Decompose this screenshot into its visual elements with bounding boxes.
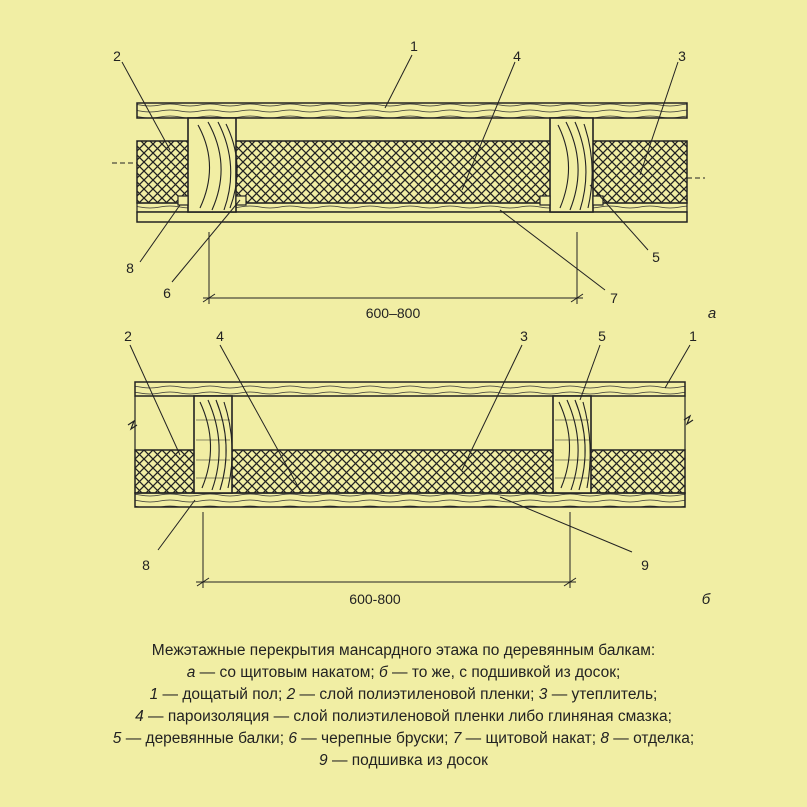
caption-key: 3 bbox=[538, 686, 548, 703]
caption-key: 1 bbox=[149, 686, 159, 703]
figure-caption bbox=[0, 640, 807, 772]
caption-text: — пароизоляция — слой полиэтиленовой пленки либо глиняная смазка; bbox=[143, 708, 672, 725]
caption-text: — отделка; bbox=[608, 730, 695, 747]
label-b-1: 1 bbox=[689, 328, 697, 344]
label-b-3: 3 bbox=[520, 328, 528, 344]
caption-text: — то же, с подшивкой из досок; bbox=[387, 664, 621, 681]
caption-key: 2 bbox=[286, 686, 296, 703]
caption-key: 4 bbox=[135, 708, 144, 725]
dimension-a: 600–800 bbox=[365, 305, 421, 321]
label-a-7: 7 bbox=[610, 290, 618, 306]
floor-boards-a bbox=[137, 103, 687, 118]
caption-text: — щитовой накат; bbox=[461, 730, 601, 747]
caption-key: а bbox=[186, 664, 196, 681]
caption-text: — слой полиэтиленовой пленки; bbox=[295, 686, 539, 703]
caption-text: — утеплитель; bbox=[547, 686, 658, 703]
floor-boards-b bbox=[135, 382, 685, 396]
caption-text: — черепные бруски; bbox=[296, 730, 453, 747]
caption-key: 8 bbox=[600, 730, 609, 747]
label-a-8: 8 bbox=[126, 260, 134, 276]
caption-key: 7 bbox=[452, 730, 462, 747]
label-b-4: 4 bbox=[216, 328, 224, 344]
caption-key: 6 bbox=[288, 730, 297, 747]
caption-key: 5 bbox=[112, 730, 122, 747]
caption-line-6 bbox=[0, 750, 807, 772]
label-a-4: 4 bbox=[513, 48, 521, 64]
figure-a bbox=[112, 38, 716, 322]
caption-line-4 bbox=[0, 706, 807, 728]
caption-text: — подшивка из досок bbox=[327, 752, 488, 769]
dimension-b: 600-800 bbox=[349, 591, 401, 607]
caption-text: — деревянные балки; bbox=[121, 730, 289, 747]
label-b-5: 5 bbox=[598, 328, 606, 344]
beam-a-left bbox=[188, 118, 236, 212]
sublabel-b: б bbox=[701, 591, 711, 608]
label-b-8: 8 bbox=[142, 557, 150, 573]
figure-b bbox=[124, 328, 711, 608]
label-b-9: 9 bbox=[641, 557, 649, 573]
caption-line-2 bbox=[0, 662, 807, 684]
label-a-1: 1 bbox=[410, 38, 418, 54]
label-a-2: 2 bbox=[113, 48, 121, 64]
finish-a bbox=[137, 212, 687, 222]
caption-key: 9 bbox=[319, 752, 328, 769]
board-lining-b bbox=[135, 493, 685, 507]
label-b-2: 2 bbox=[124, 328, 132, 344]
caption-text: — дощатый пол; bbox=[158, 686, 287, 703]
caption-line-5 bbox=[0, 728, 807, 750]
label-a-5: 5 bbox=[652, 249, 660, 265]
caption-title: Межэтажные перекрытия мансардного этажа по деревянным балкам: bbox=[151, 642, 656, 659]
caption-text: — со щитовым накатом; bbox=[195, 664, 379, 681]
label-a-3: 3 bbox=[678, 48, 686, 64]
caption-key: б bbox=[378, 664, 388, 681]
label-a-6: 6 bbox=[163, 285, 171, 301]
caption-line-3 bbox=[0, 684, 807, 706]
sublabel-a: а bbox=[707, 305, 717, 322]
